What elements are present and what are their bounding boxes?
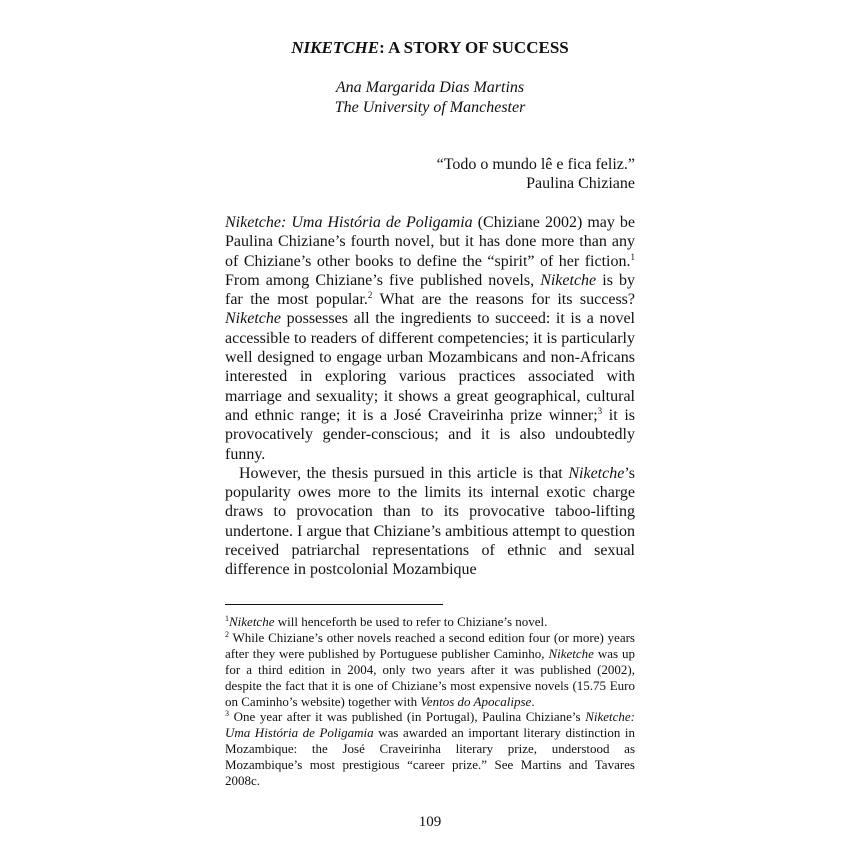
- novel-name: Niketche: [229, 614, 275, 629]
- text-span: However, the thesis pursued in this article is that: [239, 464, 569, 482]
- author-name: Ana Margarida Dias Martins: [335, 79, 525, 96]
- footnote-ref-1[interactable]: 1: [630, 251, 635, 262]
- paragraph-2: [225, 464, 635, 580]
- text-span: it is provocatively gender-conscious; and it is also undoubtedly funny.: [225, 406, 636, 463]
- article-body: [225, 213, 635, 580]
- novel-name: Niketche: [225, 310, 281, 328]
- text-span: What are the reasons for its success?: [372, 291, 635, 309]
- novel-name: Niketche: [568, 464, 625, 482]
- text-span: possesses all the ingredients to succeed: it is a novel accessible to readers of different competencies; it is particularly well designed to engage urban Mozambicans and non-Africans interested in exploring various practices associated with marriage and sexuality; it shows a great geographical, cultural and ethnic range; it is a José Craveirinha prize winner;: [225, 310, 635, 424]
- footnote-2: [225, 630, 635, 710]
- novel-title: Niketche: Uma História de Poligamia: [225, 214, 473, 231]
- text-span: .: [531, 693, 535, 709]
- text-span: ’s popularity owes more to the limits its internal exotic charge draws to provocation than to its provocative taboo-lifting undertone. I argue that Chiziane’s ambitious attempt to question received patriarchal representations of ethnic and sexual difference in postcolonial Mozambique: [225, 464, 635, 579]
- text-span: While Chiziane’s other novels reached a second edition four (or more) years after they were published by Portuguese publisher Caminho,: [225, 629, 635, 661]
- text-span: From among Chiziane’s five published novels,: [225, 271, 541, 289]
- footnote-ref-3[interactable]: 3: [597, 405, 603, 416]
- author-affiliation: The University of Manchester: [334, 99, 526, 116]
- footnotes: [225, 614, 635, 789]
- text-span: One year after it was published (in Portugal), Paulina Chiziane’s: [229, 709, 586, 725]
- novel-name: Niketche: [548, 645, 594, 661]
- novel-title: Niketche: Uma História de Poligamia: [225, 709, 635, 741]
- text-span: (Chiziane 2002) may be Paulina Chiziane’s fourth novel, but it has done more than any of Chiziane’s other books to define the “spirit” of her fiction.: [225, 214, 635, 270]
- footnote-ref-2[interactable]: 2: [367, 290, 373, 301]
- footnote-1: [225, 614, 635, 630]
- text-span: is by far the most popular.: [225, 271, 636, 309]
- text-span: was awarded an important literary distinction in Mozambique: the José Craveirinha literary prize, understood as Mozambique’s most prestigious “career prize.” See Martins and Tavares 2008c.: [225, 725, 635, 789]
- title-rest: : A STORY OF SUCCESS: [379, 38, 569, 57]
- novel-name: Ventos do Apocalipse: [420, 693, 532, 709]
- epigraph-attribution: Paulina Chiziane: [526, 175, 635, 192]
- footnote-3: [225, 709, 635, 789]
- epigraph-quote: “Todo o mundo lê e fica feliz.”: [436, 156, 635, 173]
- text-span: will henceforth be used to refer to Chiziane’s novel.: [274, 614, 548, 629]
- footnote-mark: 2: [225, 629, 229, 639]
- epigraph: [225, 155, 635, 193]
- title-italic: NIKETCHE: [291, 38, 380, 57]
- novel-name: Niketche: [540, 271, 597, 289]
- page-number: 109: [418, 814, 442, 830]
- footnote-divider: [225, 604, 443, 605]
- text-span: was up for a third edition in 2004, only two years after it was published (2002), despite the fact that it is one of Chiziane’s most expensive novels (15.75 Euro on Caminho’s website) together with: [225, 645, 635, 709]
- article-title: [225, 38, 635, 58]
- paragraph-1: [225, 213, 635, 464]
- author-block: [225, 78, 635, 118]
- footnote-mark: 3: [225, 709, 229, 719]
- footnote-mark: 1: [225, 614, 229, 623]
